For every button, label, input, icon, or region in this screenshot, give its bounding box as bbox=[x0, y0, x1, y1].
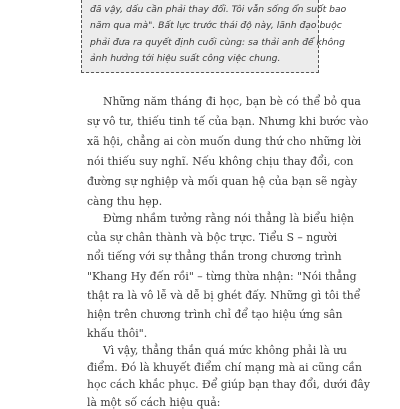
paragraph-line: học cách khắc phục. Để giúp bạn thay đổi, dưới đây bbox=[87, 378, 370, 392]
quote-callout-box bbox=[81, 0, 347, 73]
paragraph-line: "Khang Hy đến rồi" – từng thừa nhận: "Nói thẳng bbox=[87, 269, 357, 283]
callout-line: đã vậy, dấu cần phải thay đổi. Tôi vẫn sống ổn suốt bao bbox=[90, 4, 347, 15]
paragraph-line: nói thiếu suy nghĩ. Nếu không chịu thay đổi, con bbox=[87, 155, 354, 168]
paragraph-line: xã hội, chẳng ai còn muốn dung thứ cho những lời bbox=[87, 135, 362, 148]
paragraph-line: Đừng nhầm tưởng rằng nói thẳng là biểu hiện bbox=[103, 212, 354, 225]
paragraph-line: khấu thôi". bbox=[87, 327, 148, 341]
callout-line: ảnh hưởng tới hiệu suất công việc chung. bbox=[90, 53, 281, 64]
paragraph-line: sự vô tư, thiếu tinh tế của bạn. Nhưng khi bước vào bbox=[87, 115, 369, 128]
callout-line: năm qua mà". Bất lực trước thái độ này, lãnh đạo buộc bbox=[90, 20, 342, 31]
paragraph-line: càng thu hẹp. bbox=[87, 195, 163, 208]
paragraph-line: Những năm tháng đi học, bạn bè có thể bỏ qua bbox=[103, 95, 361, 108]
paragraph-line: điểm. Đó là khuyết điểm chí mạng mà ai cũng cần bbox=[87, 361, 362, 375]
paragraph-line: Vì vậy, thẳng thắn quá mức không phải là ưu bbox=[103, 344, 348, 357]
paragraph-line: hiện trên chương trình chỉ để tạo hiệu ứng sân bbox=[87, 308, 343, 321]
paragraph-line: thật ra là vô lễ và dễ bị ghét đấy. Những gì tôi thể bbox=[87, 288, 361, 302]
paragraph-line: là một số cách hiệu quả: bbox=[87, 395, 221, 409]
paragraph-line: nổi tiếng với sự thẳng thắn trong chương trình bbox=[87, 250, 342, 264]
paragraph-line: đường sự nghiệp và mối quan hệ của bạn sẽ ngày bbox=[87, 175, 358, 188]
paragraph-line: của sự chân thành và bộc trực. Tiểu S – người bbox=[87, 231, 338, 245]
callout-line: phải đưa ra quyết định cuối cùng: sa thải anh để không bbox=[90, 37, 345, 48]
